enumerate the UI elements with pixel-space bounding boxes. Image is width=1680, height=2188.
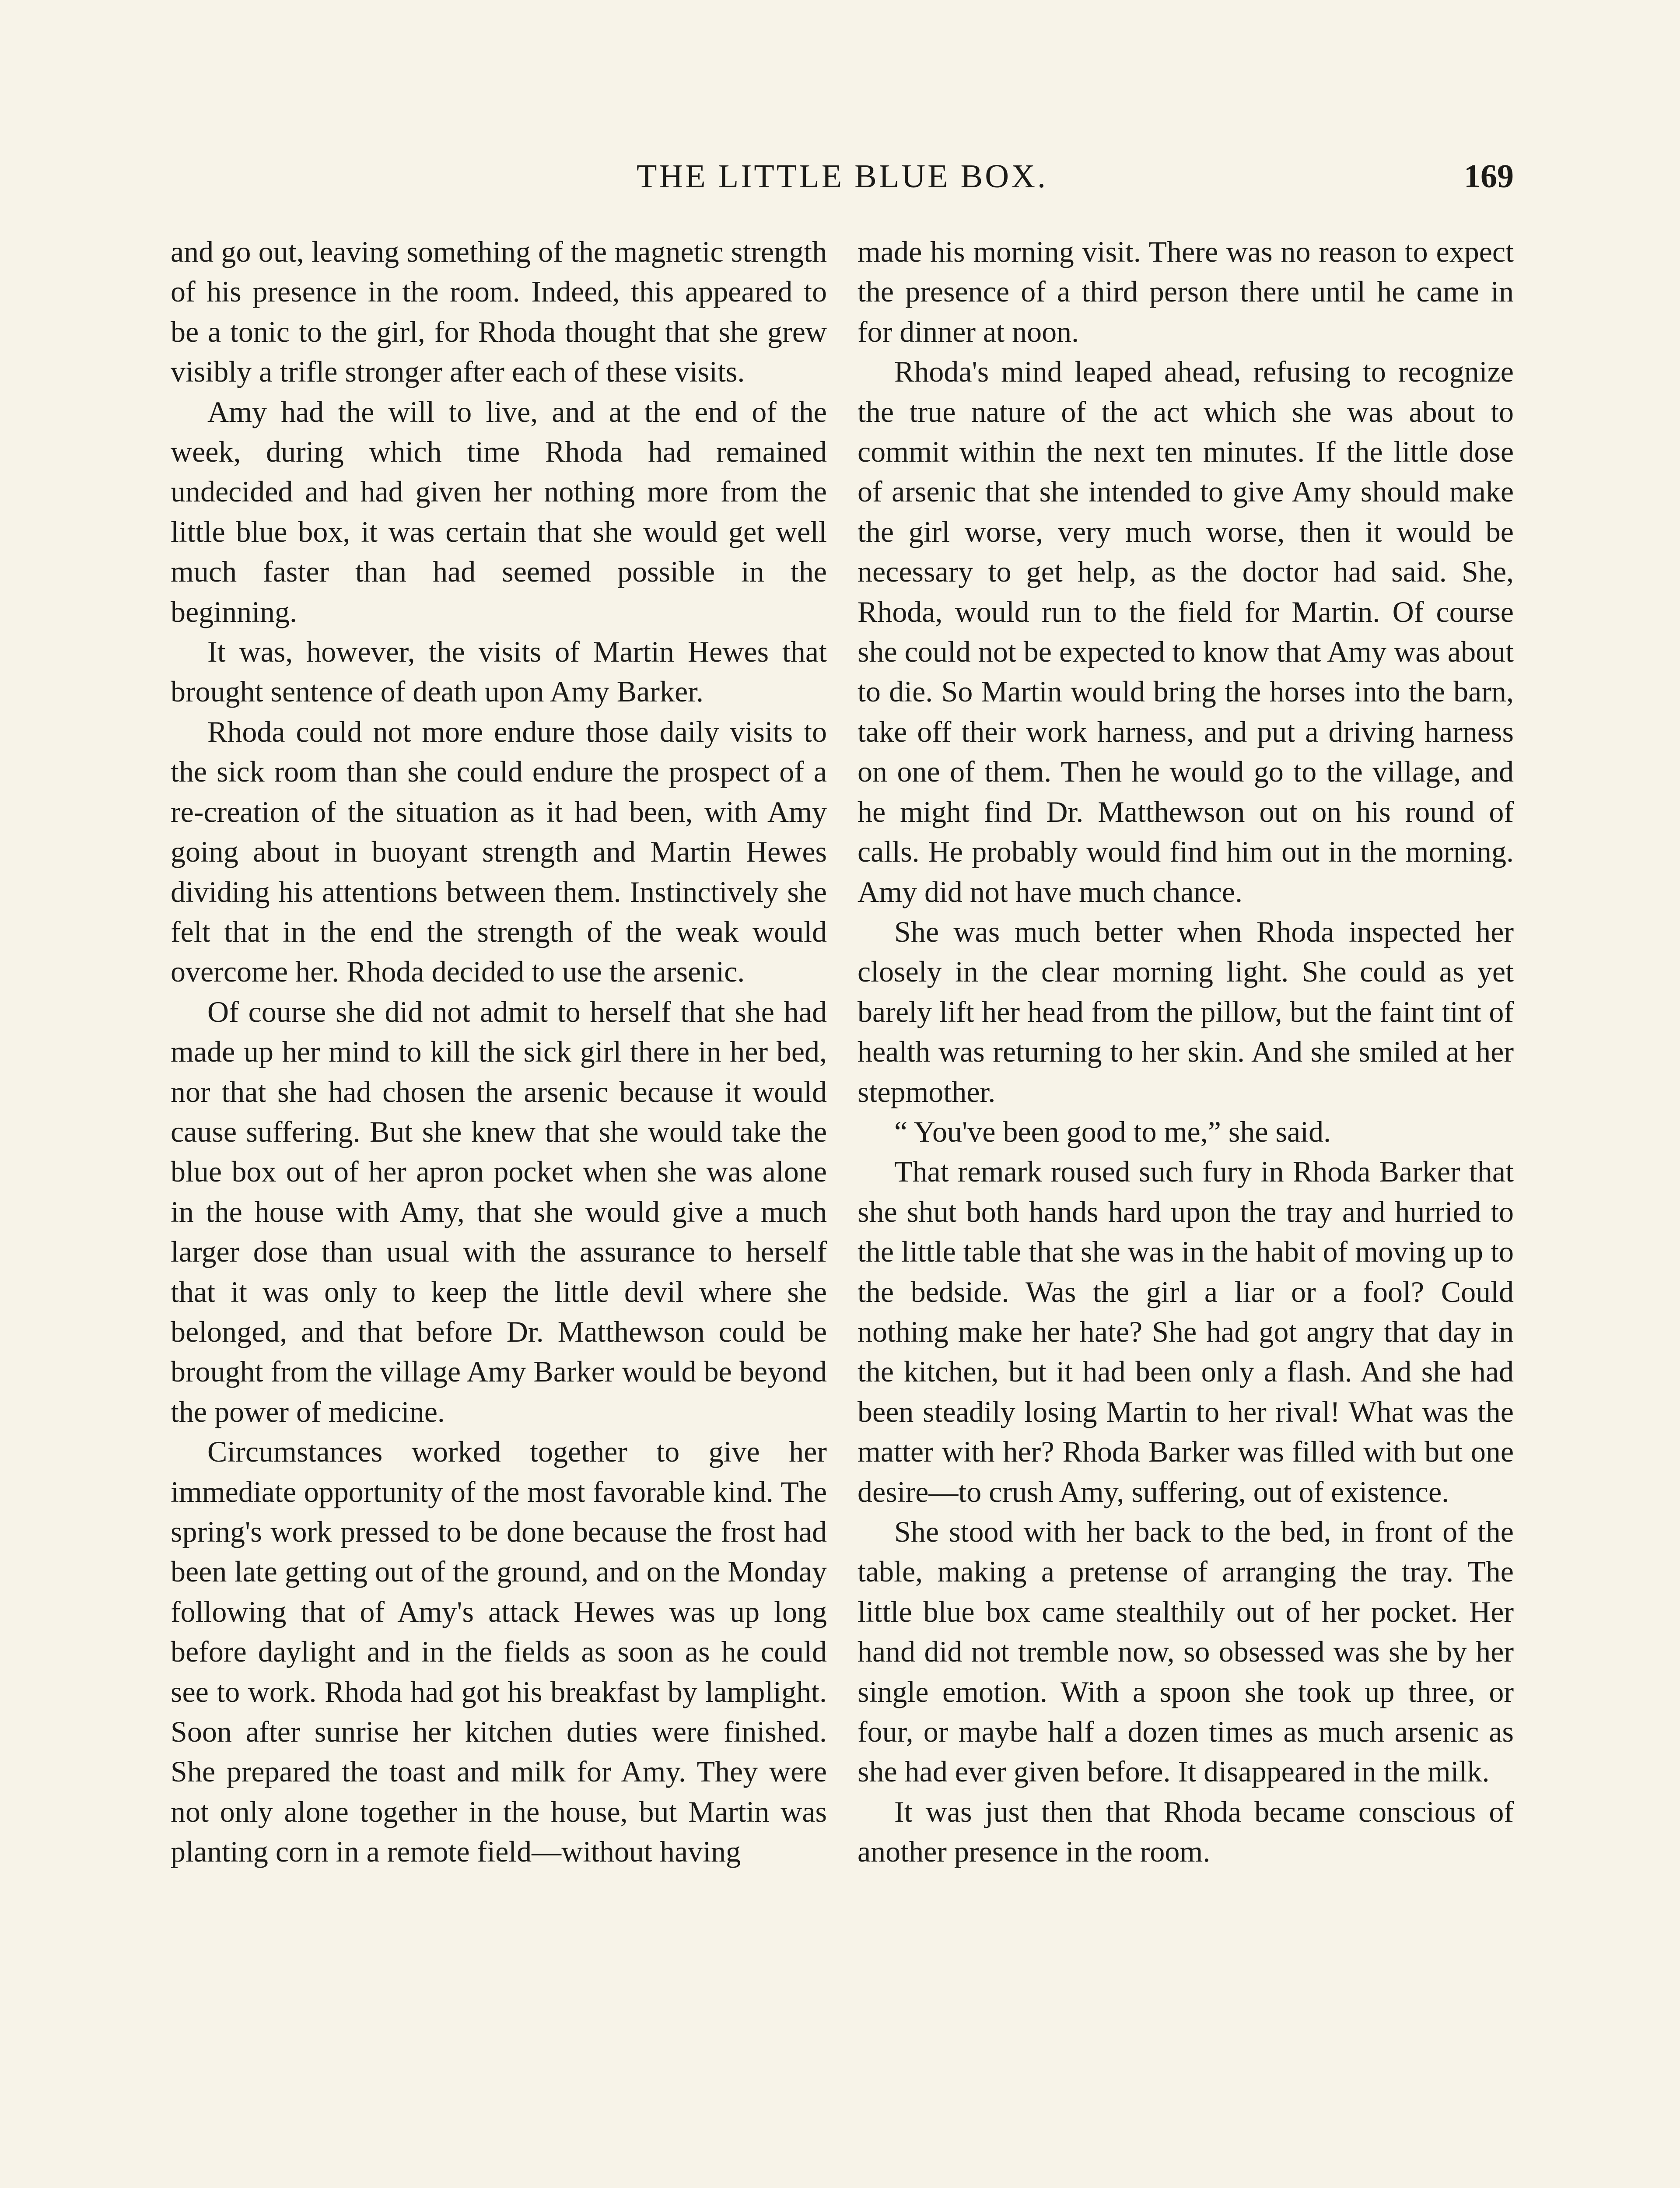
paragraph: Rhoda could not more endure those daily visits to the sick room than she could endure the prospect of a re-creation of the situation as it had been, with Amy going about in buoyant strength and Martin Hewes dividing his attentions between them. Instinctively she felt that in the end the strength of the weak would overcome her. Rhoda decided to use the arsenic.: [171, 715, 827, 989]
paragraph: She was much better when Rhoda inspected her closely in the clear morning light. She could as yet barely lift her head from the pillow, but the faint tint of health was returning to her skin. And she smiled at her stepmother.: [858, 915, 1514, 1108]
paragraph: It was, however, the visits of Martin Hewes that brought sentence of death upon Amy Barker.: [171, 635, 827, 708]
paragraph: Circumstances worked together to give her immediate opportunity of the most favorable kind. The spring's work pressed to be done because the frost had been late getting out of the ground, and on the Monday following that of Amy's attack Hewes was up long before daylight and in the fields as soon as he could see to work. Rhoda had got his breakfast by lamplight. Soon after sunrise her kitchen duties were finished. She prepared the toast and milk for Amy. They were not only alone together in the house, but Martin was planting corn in a remote field—without having: [171, 1435, 827, 1869]
paragraph: That remark roused such fury in Rhoda Barker that she shut both hands hard upon the tray and hurried to the little table that she was in the habit of moving up to the bedside. Was the girl a liar or a fool? Could nothing make her hate? She had got angry that day in the kitchen, but it had been only a flash. And she had been steadily losing Martin to her rival! What was the matter with her? Rhoda Barker was filled with but one desire—to crush Amy, suffering, out of existence.: [858, 1155, 1514, 1508]
paragraph: “ You've been good to me,” she said.: [894, 1115, 1331, 1148]
paragraph: She stood with her back to the bed, in front of the table, making a pretense of arranging the tray. The little blue box came stealthily out of her pocket. Her hand did not tremble now, so obsessed was she by her single emotion. With a spoon she took up three, or four, or maybe half a dozen times as much arsenic as she had ever given before. It disappeared in the milk.: [858, 1515, 1514, 1788]
paragraph: Amy had the will to live, and at the end of the week, during which time Rhoda had remained undecided and had given her nothing more from the little blue box, it was certain that she would get well much faster than had seemed possible in the beginning.: [171, 395, 827, 628]
paragraph: and go out, leaving something of the magnetic strength of his presence in the room. Indeed, this appeared to be a tonic to the girl, for Rhoda thought that she grew visibly a trifle stronger after each of these visits.: [171, 235, 827, 389]
page-number: 169: [1464, 158, 1514, 195]
paragraph: It was just then that Rhoda became conscious of another presence in the room.: [858, 1795, 1514, 1869]
running-head: [171, 152, 1514, 200]
right-column: [858, 232, 1514, 2188]
paragraph: Of course she did not admit to herself that she had made up her mind to kill the sick girl there in her bed, nor that she had chosen the arsenic because it would cause suffering. But she knew that she would take the blue box out of her apron pocket when she was alone in the house with Amy, that she would give a much larger dose than usual with the assurance to herself that it was only to keep the little devil where she belonged, and that before Dr. Matthewson could be brought from the village Amy Barker would be beyond the power of medicine.: [171, 995, 827, 1428]
text-columns: [171, 232, 1514, 2188]
running-title: THE LITTLE BLUE BOX.: [636, 158, 1048, 195]
paragraph: Rhoda's mind leaped ahead, refusing to recognize the true nature of the act which she was about to commit within the next ten minutes. If the little dose of arsenic that she intended to give Amy should make the girl worse, very much worse, then it would be necessary to get help, as the doctor had said. She, Rhoda, would run to the field for Martin. Of course she could not be expected to know that Amy was about to die. So Martin would bring the horses into the barn, take off their work harness, and put a driving harness on one of them. Then he would go to the village, and he might find Dr. Matthewson out on his round of calls. He probably would find him out in the morning. Amy did not have much chance.: [858, 355, 1514, 908]
paragraph: made his morning visit. There was no reason to expect the presence of a third person there until he came in for dinner at noon.: [858, 235, 1514, 348]
left-column: [171, 232, 827, 2188]
